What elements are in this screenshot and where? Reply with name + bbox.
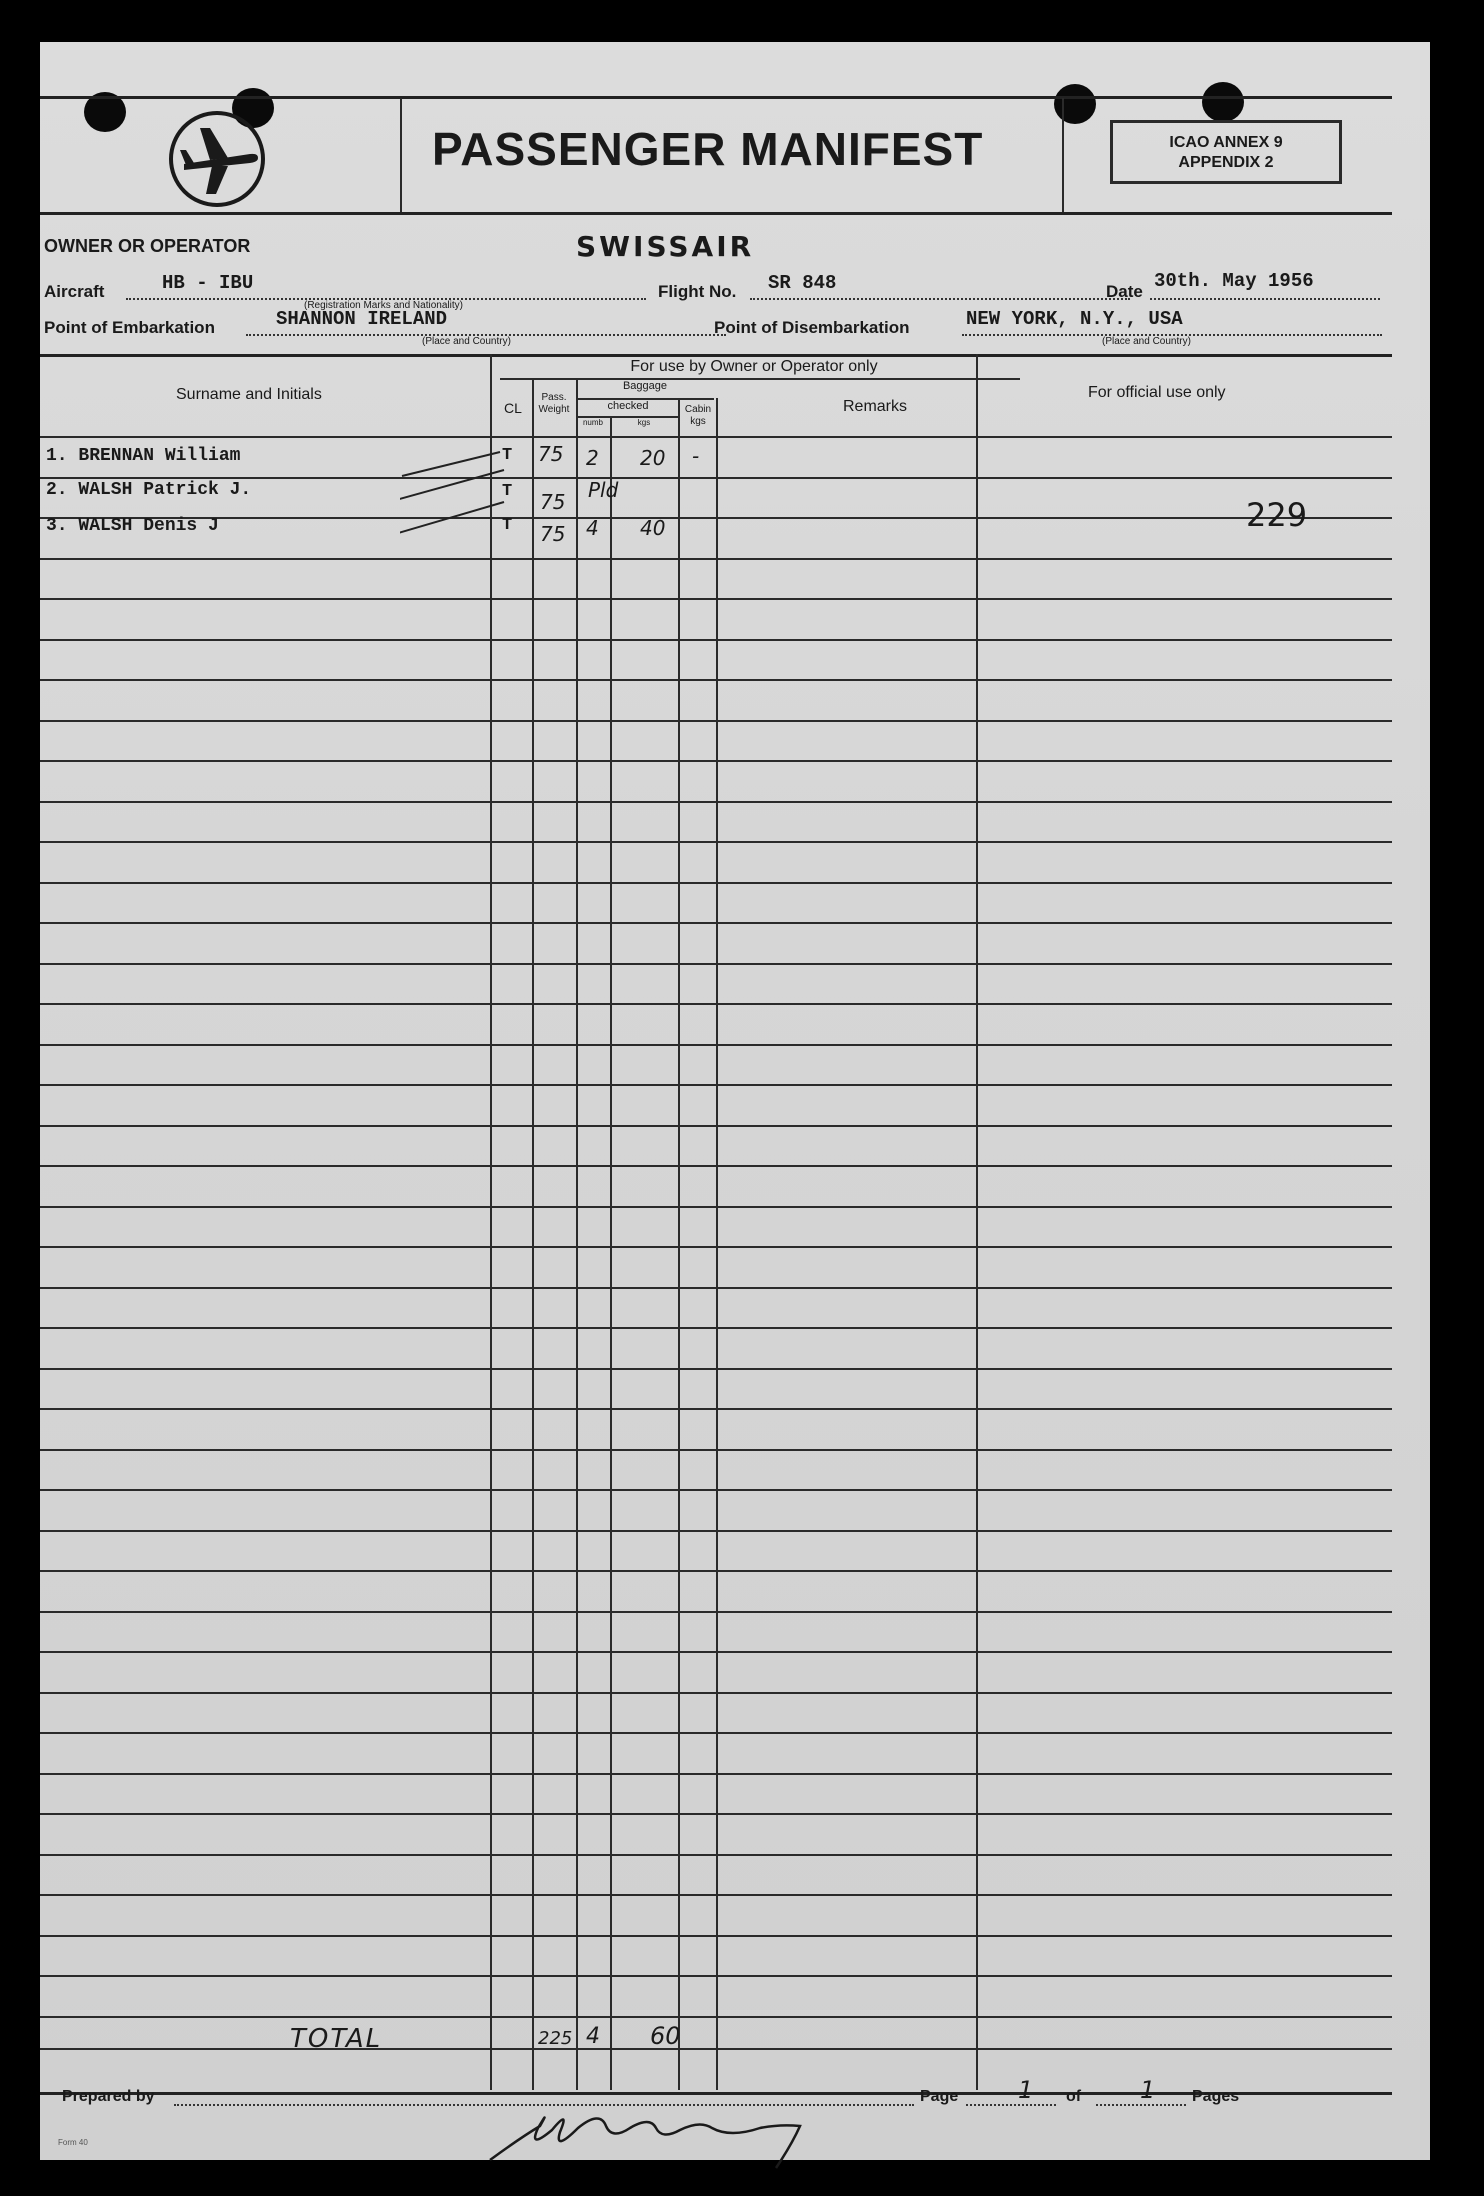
manifest-sheet — [40, 42, 1430, 2160]
column-header-remarks: Remarks — [842, 398, 907, 415]
passenger-class: T — [502, 516, 513, 535]
row-line — [40, 1206, 1392, 1208]
page-label: Page — [920, 2088, 959, 2105]
passenger-name: 3. WALSH Denis J — [46, 516, 219, 536]
operator-name: SWISSAIR — [576, 230, 755, 263]
column-divider — [716, 398, 718, 2090]
header-divider — [400, 98, 402, 212]
row-line — [40, 1125, 1392, 1127]
row-line — [40, 1408, 1392, 1410]
pages-label: Pages — [1192, 2088, 1240, 2105]
row-line — [40, 639, 1392, 641]
row-line — [40, 1084, 1392, 1086]
total-label: TOTAL — [290, 2024, 383, 2054]
passenger-class: T — [502, 446, 513, 465]
row-line — [40, 760, 1392, 762]
baggage-number: Pld — [588, 478, 619, 502]
header-bottom-rule — [40, 212, 1392, 215]
punch-hole — [1202, 82, 1244, 122]
column-header-cl: CL — [504, 400, 522, 416]
row-line — [40, 1692, 1392, 1694]
disembarkation-caption: (Place and Country) — [1102, 336, 1191, 347]
embarkation-caption: (Place and Country) — [422, 336, 511, 347]
baggage-number: 4 — [586, 516, 599, 540]
row-line — [40, 1975, 1392, 1977]
row-line — [40, 963, 1392, 965]
date-value: 30th. May 1956 — [1154, 270, 1314, 292]
icao-box — [1110, 120, 1342, 184]
row-line — [40, 882, 1392, 884]
header-divider — [1062, 98, 1064, 212]
column-header-numb: numb — [582, 418, 603, 427]
baggage-kgs: 40 — [640, 516, 666, 540]
column-divider — [576, 380, 578, 2090]
column-header-cabin-line1: Cabin — [684, 404, 712, 415]
row-line — [40, 801, 1392, 803]
row-line — [40, 1813, 1392, 1815]
row-line — [40, 558, 1392, 560]
column-header-weight — [534, 392, 574, 416]
row-line — [40, 1530, 1392, 1532]
prepared-by-label: Prepared by — [62, 2088, 155, 2105]
official-note: 229 — [1246, 496, 1308, 534]
embarkation-value: SHANNON IRELAND — [276, 308, 448, 330]
row-line — [40, 720, 1392, 722]
icao-line-1: ICAO ANNEX 9 — [1169, 134, 1283, 151]
row-line — [40, 517, 1392, 519]
column-header-baggage: Baggage — [622, 380, 668, 392]
row-line — [40, 922, 1392, 924]
operator-only-rule — [500, 378, 1020, 380]
table-top-rule — [40, 354, 1392, 357]
disembarkation-label: Point of Disembarkation — [714, 318, 910, 337]
cabin-kgs: - — [692, 444, 700, 468]
disembarkation-value: NEW YORK, N.Y., USA — [966, 308, 1183, 330]
baggage-kgs: 20 — [640, 446, 666, 470]
column-header-weight-line1: Pass. — [541, 392, 567, 403]
total-rule — [40, 2048, 1392, 2050]
column-header-operator-only: For use by Owner or Operator only — [630, 358, 878, 375]
passenger-weight: 75 — [540, 490, 566, 514]
page-title: PASSENGER MANIFEST — [432, 123, 984, 175]
passenger-weight: 75 — [540, 522, 566, 546]
row-line — [40, 1611, 1392, 1613]
row-line — [40, 436, 1392, 438]
airplane-logo-icon — [166, 108, 268, 210]
row-line — [40, 1246, 1392, 1248]
row-line — [40, 1165, 1392, 1167]
embarkation-label: Point of Embarkation — [44, 318, 215, 337]
date-label: Date — [1106, 282, 1143, 301]
row-line — [40, 1854, 1392, 1856]
total-weight: 225 — [538, 2028, 573, 2049]
column-header-cabin-line2: kgs — [690, 416, 706, 427]
aircraft-value: HB - IBU — [162, 272, 254, 294]
form-number: Form 40 — [58, 2138, 88, 2147]
pages-line — [1096, 2104, 1186, 2106]
passenger-class: T — [502, 482, 513, 501]
column-header-checked: checked — [607, 400, 649, 412]
row-line — [40, 841, 1392, 843]
flight-value: SR 848 — [768, 272, 837, 294]
icao-line-2: APPENDIX 2 — [1178, 154, 1274, 171]
page-number: 1 — [1018, 2076, 1034, 2104]
check-marks — [400, 442, 520, 562]
column-divider — [490, 354, 492, 2090]
row-line — [40, 1003, 1392, 1005]
column-divider — [610, 416, 612, 2090]
row-line — [40, 1570, 1392, 1572]
page-line — [966, 2104, 1056, 2106]
row-line — [40, 1368, 1392, 1370]
aircraft-caption: (Registration Marks and Nationality) — [304, 300, 463, 311]
baggage-number: 2 — [586, 446, 599, 470]
column-header-cabin — [680, 404, 716, 428]
row-line — [40, 1773, 1392, 1775]
passenger-name: 2. WALSH Patrick J. — [46, 480, 252, 500]
pages-number: 1 — [1140, 2076, 1156, 2104]
total-kgs: 60 — [650, 2022, 681, 2050]
column-header-official: For official use only — [1088, 384, 1226, 401]
column-divider — [532, 380, 534, 2090]
row-line — [40, 477, 1392, 479]
row-line — [40, 598, 1392, 600]
row-line — [40, 1651, 1392, 1653]
column-divider — [976, 354, 978, 2090]
passenger-weight: 75 — [538, 442, 564, 466]
header-top-rule — [40, 96, 1392, 99]
column-divider — [678, 398, 680, 2090]
row-line — [40, 2016, 1392, 2018]
of-label: of — [1066, 2088, 1082, 2105]
row-line — [40, 1489, 1392, 1491]
column-header-kgs: kgs — [637, 418, 651, 427]
row-line — [40, 1044, 1392, 1046]
aircraft-label: Aircraft — [44, 282, 105, 301]
flight-label: Flight No. — [658, 282, 737, 301]
row-line — [40, 1894, 1392, 1896]
total-numb: 4 — [586, 2024, 600, 2049]
signature — [480, 2068, 880, 2178]
row-line — [40, 1732, 1392, 1734]
row-line — [40, 679, 1392, 681]
row-line — [40, 1327, 1392, 1329]
column-header-weight-line2: Weight — [538, 404, 570, 415]
operator-label: OWNER OR OPERATOR — [44, 236, 251, 256]
column-header-surnames: Surname and Initials — [176, 386, 322, 403]
flight-line — [750, 298, 1130, 300]
passenger-name: 1. BRENNAN William — [46, 446, 241, 466]
row-line — [40, 1935, 1392, 1937]
punch-hole — [1054, 84, 1096, 124]
date-line — [1150, 298, 1380, 300]
row-line — [40, 1287, 1392, 1289]
row-line — [40, 1449, 1392, 1451]
